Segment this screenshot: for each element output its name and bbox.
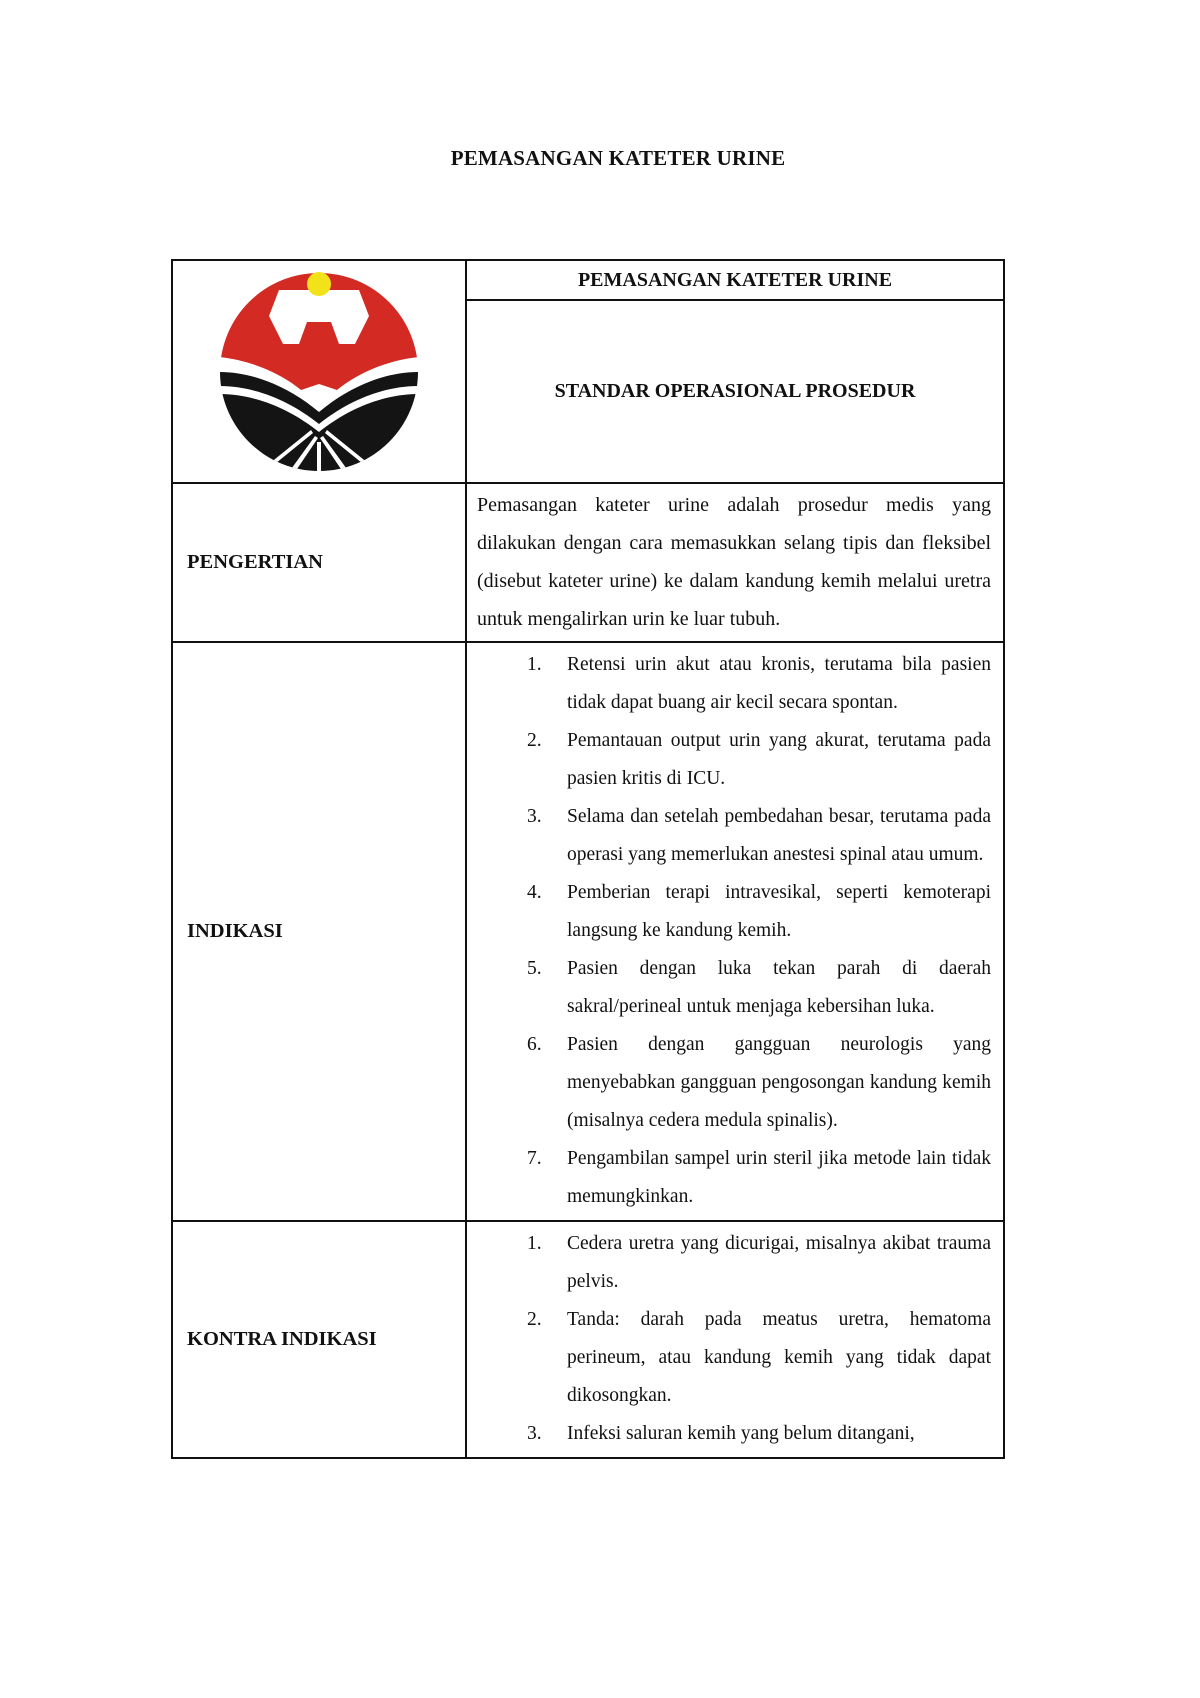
document-title: PEMASANGAN KATETER URINE xyxy=(450,146,786,170)
list-item-number: 7. xyxy=(527,1148,542,1169)
list-item-number: 3. xyxy=(527,806,542,827)
list-item-text: Pasien dengan luka tekan parah di daerah sakral/perineal untuk menjaga kebersihan luka. xyxy=(567,958,991,1017)
list-item-number: 2. xyxy=(527,730,542,751)
doc-type-cell xyxy=(466,300,1004,483)
header-row-title xyxy=(172,260,1004,300)
pengertian-row xyxy=(172,483,1004,642)
kontra-indikasi-label: KONTRA INDIKASI xyxy=(187,1328,377,1350)
list-item-text: Cedera uretra yang dicurigai, misalnya akibat trauma pelvis. xyxy=(567,1233,991,1292)
list-item xyxy=(467,798,991,874)
list-item-number: 6. xyxy=(527,1034,542,1055)
doc-type: STANDAR OPERASIONAL PROSEDUR xyxy=(554,380,916,402)
indikasi-content-cell xyxy=(466,642,1004,1221)
list-item-text: Pasien dengan gangguan neurologis yang menyebabkan gangguan pengosongan kandung kemih (misalnya cedera medula spinalis). xyxy=(567,1034,991,1131)
list-item-number: 5. xyxy=(527,958,542,979)
kontra-indikasi-content-cell xyxy=(466,1221,1004,1458)
list-item-number: 4. xyxy=(527,882,542,903)
pengertian-text: Pemasangan kateter urine adalah prosedur medis yang dilakukan dengan cara memasukkan selang tipis dan fleksibel (disebut kateter urine) ke dalam kandung kemih melalui uretra untuk mengalirkan urin ke luar tubuh. xyxy=(477,494,991,630)
procedure-title: PEMASANGAN KATETER URINE xyxy=(577,268,893,291)
university-emblem-icon xyxy=(219,272,419,472)
kontra-indikasi-label-cell xyxy=(172,1221,466,1458)
list-item-text: Pemantauan output urin yang akurat, terutama pada pasien kritis di ICU. xyxy=(567,730,991,789)
list-item xyxy=(467,1026,991,1140)
list-item xyxy=(467,1140,991,1216)
kontra-indikasi-row xyxy=(172,1221,1004,1458)
list-item-number: 1. xyxy=(527,1233,542,1254)
list-item-number: 1. xyxy=(527,654,542,675)
procedure-title-cell xyxy=(466,260,1004,300)
list-item-number: 2. xyxy=(527,1309,542,1330)
indikasi-label-cell xyxy=(172,642,466,1221)
logo-cell xyxy=(172,260,466,483)
list-item-text: Infeksi saluran kemih yang belum ditangani, xyxy=(567,1423,915,1444)
kontra-indikasi-list xyxy=(467,1222,1003,1457)
list-item-text: Tanda: darah pada meatus uretra, hematoma perineum, atau kandung kemih yang tidak dapat dikosongkan. xyxy=(567,1309,991,1406)
emblem-yellow-dot xyxy=(307,272,331,296)
list-item xyxy=(467,950,991,1026)
list-item-text: Retensi urin akut atau kronis, terutama bila pasien tidak dapat buang air kecil secara spontan. xyxy=(567,654,991,713)
list-item-number: 3. xyxy=(527,1423,542,1444)
list-item xyxy=(467,1301,991,1415)
pengertian-label-cell xyxy=(172,483,466,642)
indikasi-list xyxy=(467,643,1003,1220)
list-item-text: Selama dan setelah pembedahan besar, terutama pada operasi yang memerlukan anestesi spinal atau umum. xyxy=(567,806,991,865)
emblem-red-pillar-right xyxy=(321,322,329,364)
indikasi-label: INDIKASI xyxy=(187,920,283,942)
list-item xyxy=(467,874,991,950)
sop-table xyxy=(171,259,1005,1459)
pengertian-content-cell xyxy=(466,483,1004,642)
list-item-text: Pengambilan sampel urin steril jika metode lain tidak memungkinkan. xyxy=(567,1148,991,1207)
list-item xyxy=(467,722,991,798)
list-item xyxy=(467,646,991,722)
list-item xyxy=(467,1415,991,1453)
pengertian-label: PENGERTIAN xyxy=(187,551,323,573)
emblem-red-pillar-left xyxy=(309,322,317,364)
list-item xyxy=(467,1225,991,1301)
indikasi-row xyxy=(172,642,1004,1221)
list-item-text: Pemberian terapi intravesikal, seperti kemoterapi langsung ke kandung kemih. xyxy=(567,882,991,941)
